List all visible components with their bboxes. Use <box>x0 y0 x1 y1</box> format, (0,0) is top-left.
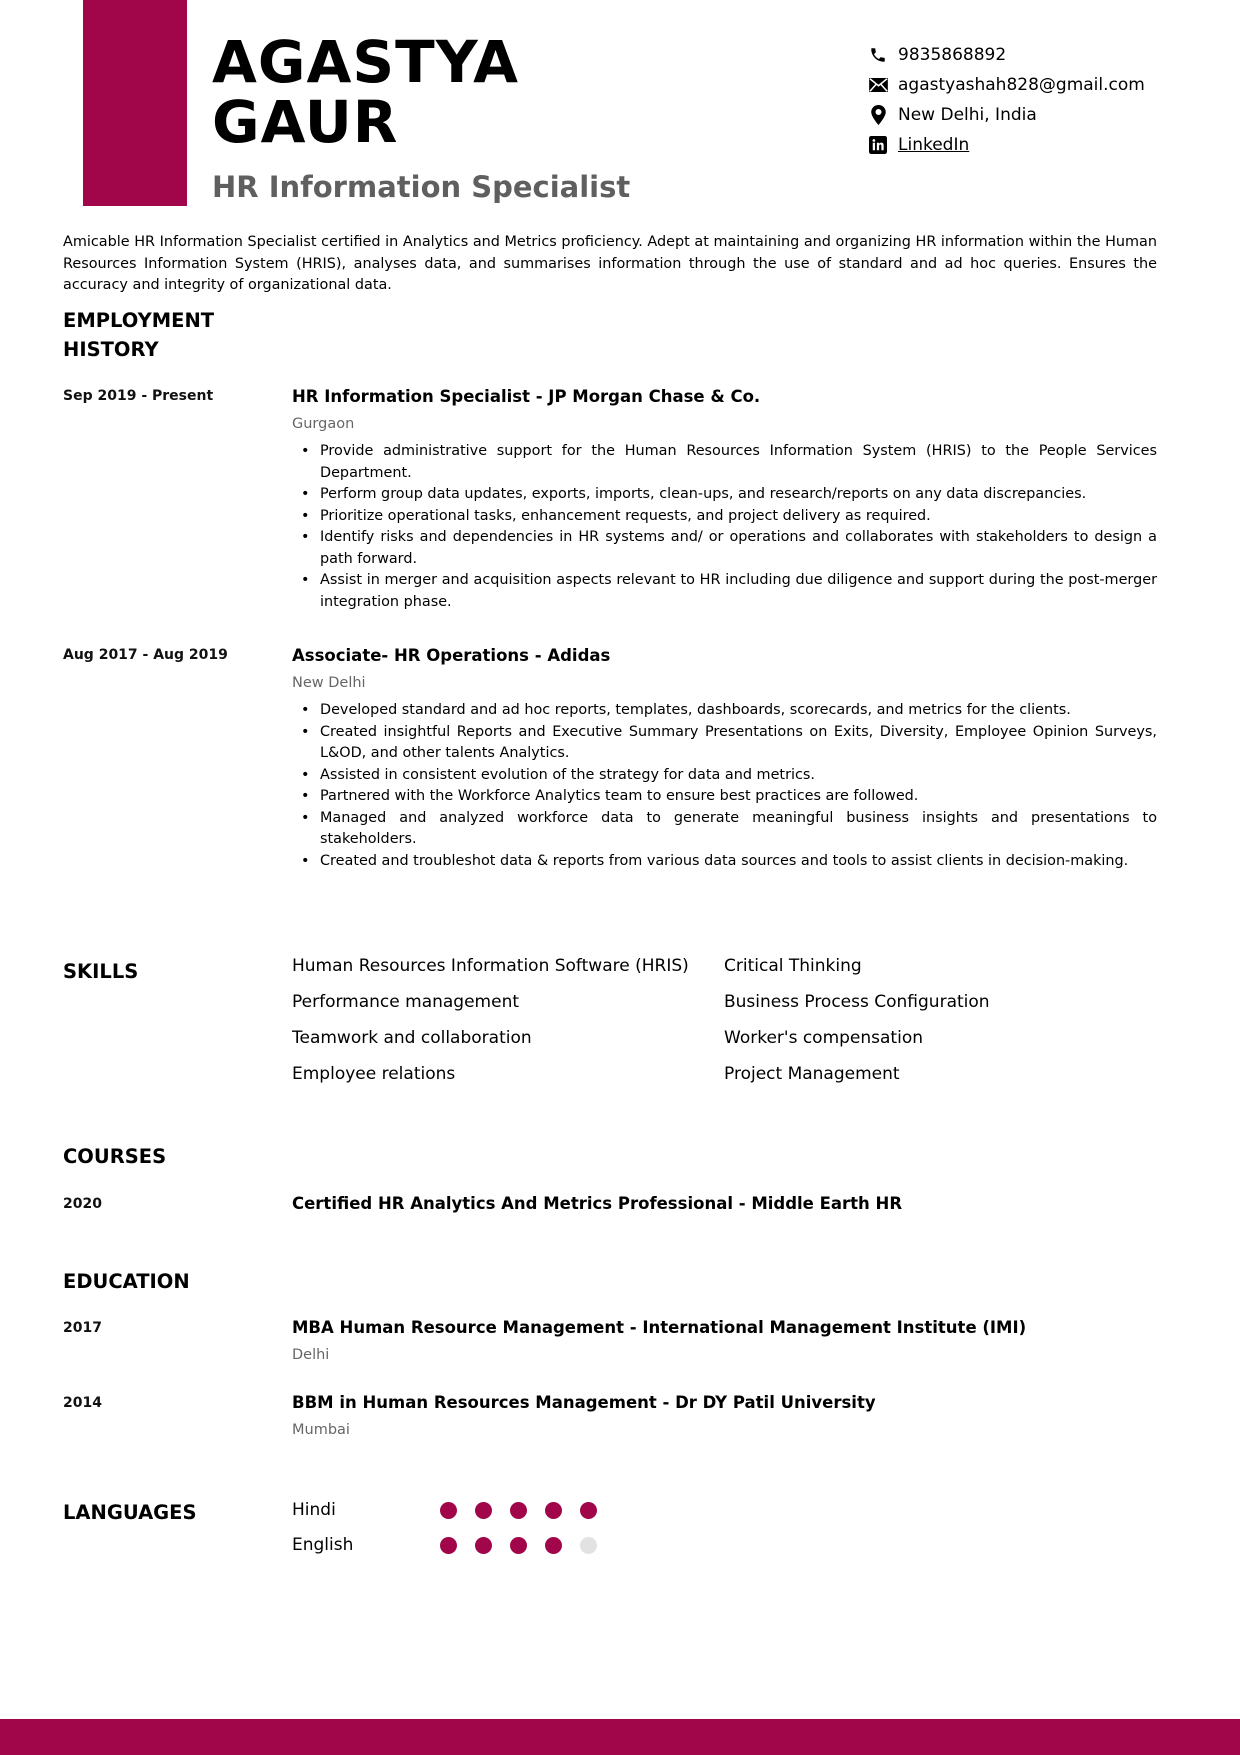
skill-item: Employee relations <box>292 1064 456 1084</box>
employment-title-line1: EMPLOYMENT <box>63 309 215 332</box>
contact-email <box>868 70 1145 100</box>
language-row-hindi <box>292 1500 615 1520</box>
job-title-company: Associate- HR Operations - Adidas <box>292 646 611 665</box>
language-name: English <box>292 1535 354 1555</box>
proficiency-dot-filled <box>545 1502 562 1519</box>
language-row-english <box>292 1535 615 1555</box>
education-year: 2014 <box>63 1395 102 1411</box>
header-accent-bar <box>83 0 187 206</box>
candidate-name <box>212 28 520 156</box>
mail-icon <box>868 75 888 95</box>
proficiency-dot-filled <box>440 1537 457 1554</box>
proficiency-dots <box>440 1502 615 1519</box>
job-bullet: • Provide administrative support for the Human Resources Information System (HRIS) to the People Services Department. <box>292 441 1157 484</box>
job-location: New Delhi <box>292 675 366 691</box>
contact-location <box>868 100 1145 130</box>
proficiency-dot-filled <box>475 1537 492 1554</box>
course-name: Certified HR Analytics And Metrics Professional - Middle Earth HR <box>292 1194 903 1213</box>
job-bullet: • Identify risks and dependencies in HR systems and/ or operations and collaborates with stakeholders to design a path forward. <box>292 527 1157 570</box>
skill-item: Worker's compensation <box>724 1028 923 1048</box>
employment-section-title <box>63 306 214 364</box>
education-year: 2017 <box>63 1320 102 1336</box>
job-bullet: • Perform group data updates, exports, imports, clean-ups, and research/reports on any data discrepancies. <box>292 484 1157 506</box>
skill-item: Teamwork and collaboration <box>292 1028 532 1048</box>
phone-icon <box>868 45 888 65</box>
job-dates: Aug 2017 - Aug 2019 <box>63 647 228 663</box>
job-bullet: • Created and troubleshot data & reports from various data sources and tools to assist clients in decision-making. <box>292 851 1157 873</box>
language-name: Hindi <box>292 1500 336 1520</box>
skill-item: Human Resources Information Software (HRIS) <box>292 956 689 976</box>
languages-section-title: LANGUAGES <box>63 1501 197 1524</box>
education-section-title: EDUCATION <box>63 1270 190 1293</box>
proficiency-dots <box>440 1537 615 1554</box>
map-pin-icon <box>868 105 888 125</box>
skills-section-title: SKILLS <box>63 960 139 983</box>
job-bullet: • Prioritize operational tasks, enhancement requests, and project delivery as required. <box>292 506 1157 528</box>
proficiency-dot-filled <box>475 1502 492 1519</box>
education-location: Delhi <box>292 1347 330 1363</box>
linkedin-link[interactable]: LinkedIn <box>898 135 970 155</box>
skill-item: Critical Thinking <box>724 956 862 976</box>
footer-accent-bar <box>0 1719 1240 1755</box>
education-location: Mumbai <box>292 1422 350 1438</box>
proficiency-dot-filled <box>510 1502 527 1519</box>
job-responsibilities <box>292 700 1157 872</box>
job-location: Gurgaon <box>292 416 355 432</box>
job-title-company: HR Information Specialist - JP Morgan Chase & Co. <box>292 387 761 406</box>
linkedin-icon <box>868 135 888 155</box>
proficiency-dot-filled <box>510 1537 527 1554</box>
profile-summary: Amicable HR Information Specialist certified in Analytics and Metrics proficiency. Adept at maintaining and organizing HR information within the Human Resources Information System (HRIS), analyses data, and summarises information through the use of standard and ad hoc queries. Ensures the accuracy and integrity of organizational data. <box>63 234 1157 293</box>
proficiency-dot-filled <box>580 1502 597 1519</box>
contact-linkedin[interactable] <box>868 130 1145 160</box>
education-degree: MBA Human Resource Management - International Management Institute (IMI) <box>292 1318 1027 1337</box>
job-bullet: • Developed standard and ad hoc reports, templates, dashboards, scorecards, and metrics for the clients. <box>292 700 1157 722</box>
job-bullet: • Created insightful Reports and Executive Summary Presentations on Exits, Diversity, Employee Opinion Surveys, L&OD, and other talents Analytics. <box>292 722 1157 765</box>
phone-number: 9835868892 <box>898 45 1007 65</box>
last-name: GAUR <box>212 88 399 156</box>
skill-item: Performance management <box>292 992 520 1012</box>
job-bullet: • Partnered with the Workforce Analytics team to ensure best practices are followed. <box>292 786 1157 808</box>
education-degree: BBM in Human Resources Management - Dr DY Patil University <box>292 1393 876 1412</box>
proficiency-dot-filled <box>440 1502 457 1519</box>
contact-phone <box>868 40 1145 70</box>
job-dates: Sep 2019 - Present <box>63 388 214 404</box>
proficiency-dot-filled <box>545 1537 562 1554</box>
courses-section-title: COURSES <box>63 1145 167 1168</box>
skill-item: Project Management <box>724 1064 900 1084</box>
contact-block <box>868 40 1145 160</box>
email-address[interactable]: agastyashah828@gmail.com <box>898 75 1145 95</box>
job-bullet: • Assisted in consistent evolution of the strategy for data and metrics. <box>292 765 1157 787</box>
job-bullet: • Assist in merger and acquisition aspects relevant to HR including due diligence and support during the post-merger integration phase. <box>292 570 1157 613</box>
skills-grid <box>292 955 1162 1086</box>
job-title: HR Information Specialist <box>212 170 631 204</box>
location-text: New Delhi, India <box>898 105 1037 125</box>
proficiency-dot-empty <box>580 1537 597 1554</box>
employment-title-line2: HISTORY <box>63 338 159 361</box>
job-bullet: • Managed and analyzed workforce data to generate meaningful business insights and presentations to stakeholders. <box>292 808 1157 851</box>
job-responsibilities <box>292 441 1157 613</box>
first-name: AGASTYA <box>212 28 520 96</box>
skill-item: Business Process Configuration <box>724 992 990 1012</box>
course-year: 2020 <box>63 1196 102 1212</box>
